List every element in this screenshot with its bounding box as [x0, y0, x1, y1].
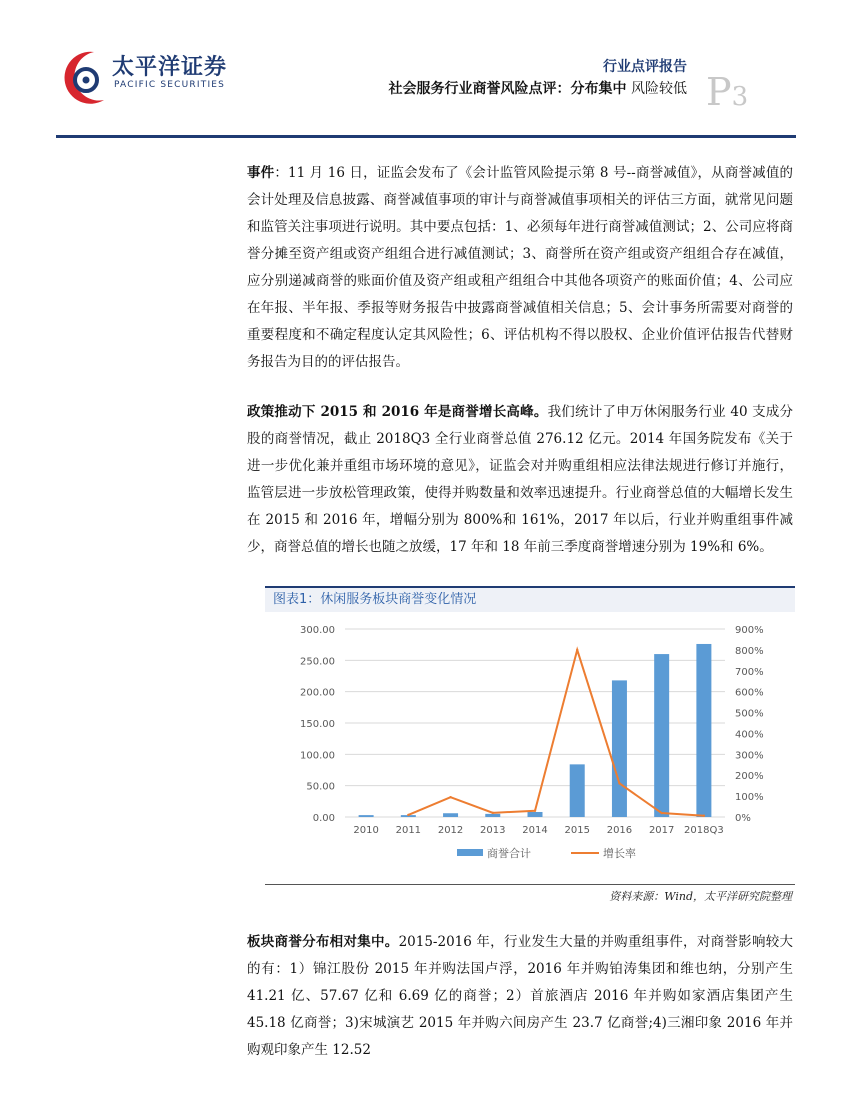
x-tick-label: 2018Q3 — [684, 825, 724, 836]
y-left-tick-label: 300.00 — [300, 625, 335, 636]
legend-label-goodwill: 商誉合计 — [487, 847, 531, 860]
logo-english-text: PACIFIC SECURITIES — [114, 80, 226, 90]
paragraph-policy — [247, 399, 793, 561]
y-left-tick-label: 150.00 — [300, 719, 335, 730]
report-title-rest: 风险较低 — [626, 81, 687, 97]
paragraph-text: 2015-2016 年，行业发生大量的并购重组事件，对商誉影响较大的有：1）锦江股份 2015 年并购法国卢浮，2016 年并购铂涛集团和维也纳，分别产生 41.21 亿、57.67 亿和 6.69 亿的商誉；2）首旅酒店 2016 年并购如家酒店集团产生 45.18 亿商誉；3)宋城演艺 2015 年并购六间房产生 23.7 亿商誉;4)三湘印象 2016 年并购观印象产生 12.52 — [247, 934, 794, 1058]
x-tick-label: 2016 — [606, 825, 633, 836]
growth-rate-point — [407, 814, 409, 816]
bar-goodwill-total — [696, 644, 711, 817]
x-tick-label: 2015 — [564, 825, 590, 836]
bar-goodwill-total — [443, 813, 458, 817]
x-tick-label: 2011 — [395, 825, 422, 836]
x-tick-label: 2014 — [522, 825, 548, 836]
x-tick-label: 2013 — [480, 825, 506, 836]
y-left-tick-label: 200.00 — [300, 687, 335, 699]
paragraph-lead: 板块商誉分布相对集中。 — [247, 934, 399, 950]
figure-bottom-rule — [265, 884, 795, 885]
page-letter: P — [706, 70, 732, 114]
y-right-tick-label: 700% — [735, 666, 764, 678]
paragraph-text: 我们统计了申万休闲服务行业 40 支成分股的商誉情况，截止 2018Q3 全行业商誉总值 276.12 亿元。2014 年国务院发布《关于进一步优化兼并重组市场环境的意见》，证监会对并购重组相应法律法规进行修订并施行，监管层进一步放松管理政策，使得并购数量和效率迅速提升。行业商誉总值的大幅增长发生在 2015 和 2016 年，增幅分别为 800%和 161%，2017 年以后，行业并购重组事件减少，商誉总值的增长也随之放缓，17 年和 18 年前三季度商誉增速分别为 19%和 6%。 — [247, 404, 793, 555]
growth-rate-point — [660, 812, 662, 814]
paragraph-text: ：11 月 16 日，证监会发布了《会计监管风险提示第 8 号--商誉减值》，从商誉减值的会计处理及信息披露、商誉减值事项的审计与商誉减值事项相关的评估三方面，就常见问题和监管关注事项进行说明。其中要点包括：1、必须每年进行商誉减值测试；2、公司应将商誉分摊至资产组或资产组组合进行减值测试；3、商誉所在资产组或资产组组合存在减值，应分别递减商誉的账面价值及资产组或租产组组合中其他各项资产的账面价值；4、公司应在年报、半年报、季报等财务报告中披露商誉减值相关信息；5、会计事务所需要对商誉的重要程度和不确定程度认定其风险性；6、评估机构不得以股权、企业价值评估报告代替财务报告为目的的评估报告。 — [247, 165, 794, 370]
x-tick-label: 2010 — [353, 825, 379, 836]
logo-chinese-text: 太平洋证券 — [112, 55, 228, 80]
page-digit: 3 — [731, 82, 749, 112]
y-right-tick-label: 900% — [735, 625, 764, 636]
y-left-tick-label: 0.00 — [312, 813, 335, 824]
logo-emblem-icon — [60, 46, 112, 110]
y-right-tick-label: 600% — [735, 687, 764, 699]
paragraph-lead: 事件 — [247, 165, 275, 181]
y-left-tick-label: 50.00 — [306, 781, 335, 793]
x-tick-label: 2017 — [648, 825, 675, 836]
y-right-tick-label: 0% — [735, 813, 751, 824]
y-right-tick-label: 200% — [735, 771, 764, 783]
legend-label-growth: 增长率 — [603, 847, 636, 860]
report-type: 行业点评报告 — [603, 59, 687, 75]
report-title — [389, 78, 687, 98]
paragraph-event — [247, 160, 793, 376]
x-tick-label: 2012 — [437, 825, 464, 836]
y-right-tick-label: 400% — [735, 729, 764, 741]
header-divider — [56, 135, 796, 138]
company-logo — [60, 46, 250, 110]
goodwill-chart — [265, 612, 795, 882]
y-right-tick-label: 800% — [735, 645, 764, 657]
report-title-bold: 社会服务行业商誉风险点评：分布集中 — [388, 81, 627, 97]
page-number — [706, 70, 748, 114]
growth-rate-point — [534, 810, 536, 812]
y-left-tick-label: 100.00 — [300, 750, 335, 762]
bar-goodwill-total — [485, 814, 500, 817]
y-right-tick-label: 300% — [735, 750, 764, 762]
growth-rate-point — [449, 796, 451, 798]
paragraph-distribution — [247, 929, 793, 1064]
growth-rate-point — [703, 815, 705, 817]
bar-goodwill-total — [528, 812, 543, 817]
paragraph-lead: 政策推动下 2015 和 2016 年是商誉增长高峰。 — [247, 404, 548, 420]
growth-rate-point — [618, 782, 620, 784]
y-left-tick-label: 250.00 — [300, 656, 335, 668]
bar-goodwill-total — [654, 654, 669, 817]
figure-title: 图表1：休闲服务板块商誉变化情况 — [265, 588, 795, 612]
bar-goodwill-total — [359, 815, 374, 817]
y-right-tick-label: 500% — [735, 708, 764, 720]
legend-swatch-bar — [457, 849, 483, 856]
bar-goodwill-total — [570, 764, 585, 817]
figure-source: 资料来源：Wind，太平洋研究院整理 — [609, 890, 792, 903]
bar-goodwill-total — [612, 680, 627, 817]
y-right-tick-label: 100% — [735, 792, 764, 804]
growth-rate-point — [576, 649, 578, 651]
growth-rate-point — [492, 812, 494, 814]
